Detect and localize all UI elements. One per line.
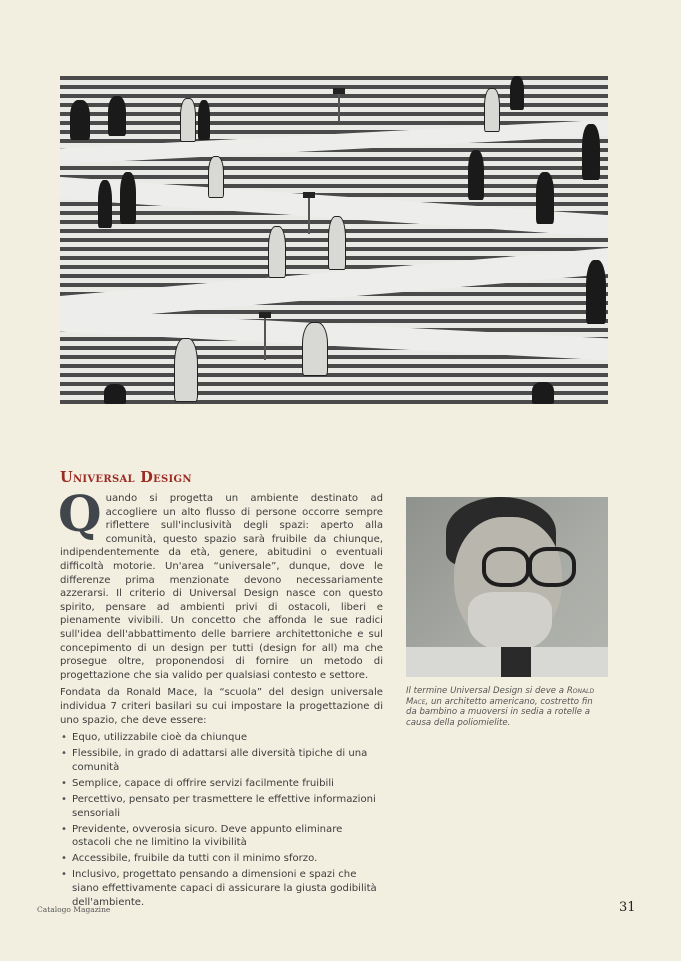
person-silhouette xyxy=(328,216,346,270)
portrait-glasses-left xyxy=(482,547,530,587)
person-silhouette xyxy=(120,172,136,224)
photo-landing xyxy=(60,120,608,165)
person-silhouette xyxy=(268,226,286,278)
caption-start: Il termine Universal Design si deve a xyxy=(406,686,567,696)
criteria-item: • Accessibile, fruibile da tutti con il minimo sforzo. xyxy=(60,852,383,866)
person-silhouette xyxy=(484,88,500,132)
person-silhouette xyxy=(198,100,210,140)
article-body xyxy=(58,484,383,912)
person-silhouette xyxy=(586,260,606,324)
person-silhouette xyxy=(208,156,224,198)
stanchion-sign xyxy=(308,196,310,234)
drop-cap: Q xyxy=(58,484,102,543)
person-silhouette xyxy=(510,76,524,110)
person-silhouette xyxy=(582,124,600,180)
stanchion-sign xyxy=(264,316,266,360)
intro-paragraph xyxy=(58,484,383,682)
caption-end: , un architetto americano, costretto fin da bambino a muoversi in sedia a rotelle a causa della poliomielite. xyxy=(406,696,593,728)
person-silhouette xyxy=(104,384,126,404)
person-silhouette xyxy=(536,172,554,224)
person-silhouette xyxy=(302,322,328,376)
person-silhouette xyxy=(532,382,554,404)
criteria-item: • Percettivo, pensato per trasmettere le effettive informazioni sensoriali xyxy=(60,793,383,820)
criteria-item: • Equo, utilizzabile cioè da chiunque xyxy=(60,731,383,745)
person-silhouette xyxy=(70,100,90,140)
person-silhouette xyxy=(108,96,126,136)
caption-name: Ronald Mace xyxy=(406,686,595,707)
page-number: 31 xyxy=(619,900,636,915)
stanchion-sign xyxy=(338,92,340,122)
article-title: Universal Design xyxy=(60,469,192,486)
person-silhouette xyxy=(468,150,484,200)
criteria-item: • Flessibile, in grado di adattarsi alle diversità tipiche di una comunità xyxy=(60,747,383,774)
criteria-item: • Inclusivo, progettato pensando a dimensioni e spazi che siano effettivamente capaci di assicurare la giusta godibilità dell'ambiente. xyxy=(60,868,383,909)
portrait-glasses-right xyxy=(528,547,576,587)
person-silhouette xyxy=(180,98,196,142)
photo-landing xyxy=(60,310,608,361)
criteria-item: • Previdente, ovverosia sicuro. Deve appunto eliminare ostacoli che ne limitino la vivibilità xyxy=(60,823,383,850)
portrait-tie xyxy=(501,647,531,677)
second-paragraph: Fondata da Ronald Mace, la “scuola” del design universale individua 7 criteri basilari su cui impostare la progettazione di uno spazio, che deve essere: xyxy=(60,687,383,726)
stairs-photo xyxy=(60,76,608,404)
portrait-caption xyxy=(406,686,606,728)
intro-text: uando si progetta un ambiente destinato ad accogliere un alto flusso di persone occorre sempre riflettere sull'inclusività degli spazi: aperto alla comunità, questo spazio sarà fruibile da chiunque, indipendentemente da età, genere, abitudini o eventuali difficoltà motorie. Un'area “universale”, dunque, dove le differenze prima menzionate devono necessariamente azzerarsi. Il criterio di Universal Design nasce con questo spirito, pensare ad ambienti privi di ostacoli, liberi e pienamente vivibili. Un concetto che affonda le sue radici sull'idea dell'abbattimento delle barriere architettoniche e sul concepimento di un design per tutti (design for all) ma che prosegue oltre, proponendosi di fornire un metodo di progettazione che sia valido per qualsiasi contesto e settore. xyxy=(60,493,383,681)
portrait-beard xyxy=(468,592,552,652)
criteria-list xyxy=(60,731,383,909)
publication-name: Catalogo Magazine xyxy=(37,905,111,914)
person-silhouette xyxy=(174,338,198,402)
ronald-mace-portrait xyxy=(406,497,608,677)
criteria-item: • Semplice, capace di offrire servizi facilmente fruibili xyxy=(60,777,383,791)
person-silhouette xyxy=(98,180,112,228)
